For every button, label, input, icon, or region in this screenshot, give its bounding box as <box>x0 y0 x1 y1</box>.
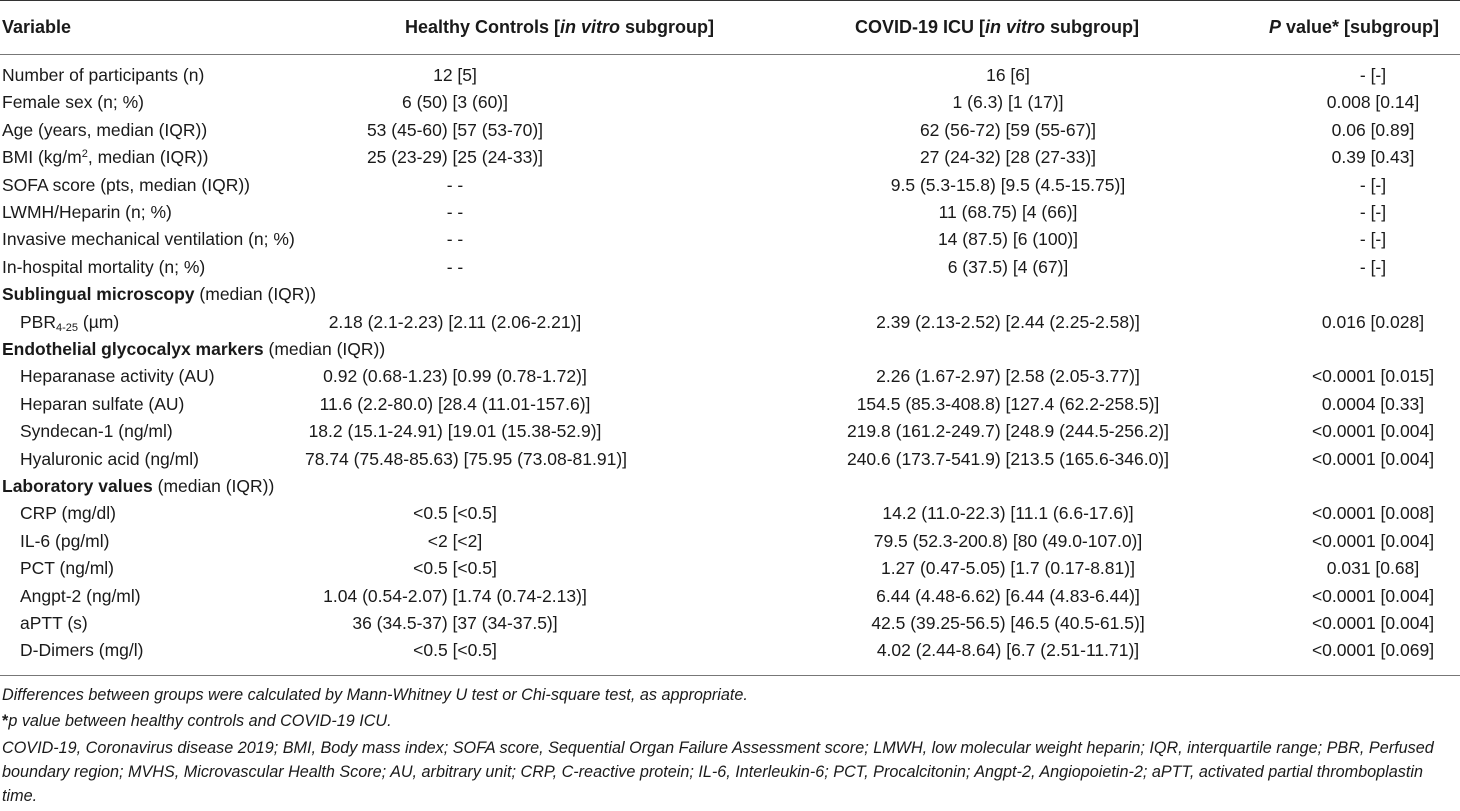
table-row: Number of participants (n) 12 [5] 16 [6] - [-] <box>2 65 1387 85</box>
bottom-rule <box>0 675 1460 676</box>
section-heading-sublingual: Sublingual microscopy (median (IQR)) <box>2 284 317 305</box>
header-variable: Variable <box>2 17 72 37</box>
table-row: CRP (mg/dl) <0.5 [<0.5] 14.2 (11.0-22.3) [11.1 (6.6-17.6)] <0.0001 [0.008] <box>20 503 1435 524</box>
table-row: Female sex (n; %) 6 (50) [3 (60)] 1 (6.3) [1 (17)] 0.008 [0.14] <box>2 92 1420 113</box>
header-healthy-controls: Healthy Controls [in vitro subgroup] <box>405 17 715 37</box>
header-rule <box>0 54 1460 55</box>
table-row: Angpt-2 (ng/ml) 1.04 (0.54-2.07) [1.74 (0.74-2.13)] 6.44 (4.48-6.62) [6.44 (4.83-6.44)] <0.0001 [0.004] <box>20 585 1435 606</box>
section-heading-glycocalyx: Endothelial glycocalyx markers (median (IQR)) <box>2 339 386 359</box>
footnote-methods: Differences between groups were calculated by Mann-Whitney U test or Chi-square test, as appropriate. <box>2 686 748 704</box>
table-row: IL-6 (pg/ml) <2 [<2] 79.5 (52.3-200.8) [80 (49.0-107.0)] <0.0001 [0.004] <box>20 530 1435 551</box>
header-p-value: P value* [subgroup] <box>1269 17 1440 37</box>
section-heading-laboratory: Laboratory values (median (IQR)) <box>2 476 275 496</box>
top-rule <box>0 0 1460 1</box>
table-row: Heparanase activity (AU) 0.92 (0.68-1.23) [0.99 (0.78-1.72)] 2.26 (1.67-2.97) [2.58 (2.05-3.77)] <0.0001 [0.015] <box>20 366 1435 387</box>
table-row: Heparan sulfate (AU) 11.6 (2.2-80.0) [28.4 (11.01-157.6)] 154.5 (85.3-408.8) [127.4 (62.2-258.5)] 0.0004 [0.33] <box>20 393 1425 414</box>
table-row: $PBR_{4-25}$ (µm) 2.18 (2.1-2.23) [2.11 (2.06-2.21)] 2.39 (2.13-2.52) [2.44 (2.25-2.58)] 0.016 [0.028] <box>20 311 1425 334</box>
table-row: Hyaluronic acid (ng/ml) 78.74 (75.48-85.63) [75.95 (73.08-81.91)] 240.6 (173.7-541.9) [213.5 (165.6-346.0)] <0.0001 [0.004] <box>20 448 1435 469</box>
footnote-p-value: *p value between healthy controls and COVID-19 ICU. <box>2 712 392 730</box>
table-row: LWMH/Heparin (n; %) - - 11 (68.75) [4 (66)] - [-] <box>2 202 1387 222</box>
table-row: In-hospital mortality (n; %) - - 6 (37.5) [4 (67)] - [-] <box>2 256 1387 277</box>
table-row: BMI ($kg/m^2$, median (IQR)) 25 (23-29) [25 (24-33)] 27 (24-32) [28 (27-33)] 0.39 [0.43] <box>2 147 1415 168</box>
table-row: D-Dimers (mg/l) <0.5 [<0.5] 4.02 (2.44-8.64) [6.7 (2.51-11.71)] <0.0001 [0.069] <box>20 640 1435 661</box>
header-covid-icu: COVID-19 ICU [in vitro subgroup] <box>855 17 1140 37</box>
table-row: PCT (ng/ml) <0.5 [<0.5] 1.27 (0.47-5.05) [1.7 (0.17-8.81)] 0.031 [0.68] <box>20 558 1420 579</box>
table-row: Invasive mechanical ventilation (n; %) - - 14 (87.5) [6 (100)] - [-] <box>2 229 1387 250</box>
table-row: Syndecan-1 (ng/ml) 18.2 (15.1-24.91) [19.01 (15.38-52.9)] 219.8 (161.2-249.7) [248.9 (244.5-256.2)] <0.0001 [0.004] <box>20 421 1435 442</box>
table-row: SOFA score (pts, median (IQR)) - - 9.5 (5.3-15.8) [9.5 (4.5-15.75)] - [-] <box>2 174 1387 195</box>
table-row: Age (years, median (IQR)) 53 (45-60) [57 (53-70)] 62 (56-72) [59 (55-67)] 0.06 [0.89] <box>2 119 1415 140</box>
footnote-abbreviations: COVID-19, Coronavirus disease 2019; BMI, Body mass index; SOFA score, Sequential Organ Failure Assessment score; LMWH, low molecular weight heparin; IQR, interquartile range; PBR, Perfused boundary region; MVHS, Microvascular Health Score; AU, arbitrary unit; CRP, C-reactive protein; IL-6, Interleukin-6; PCT, Procalcitonin; Angpt-2, Angiopoietin-2; aPTT, activated partial thromboplastin time. <box>2 739 1434 805</box>
table-row: aPTT (s) 36 (34.5-37) [37 (34-37.5)] 42.5 (39.25-56.5) [46.5 (40.5-61.5)] <0.0001 [0.004] <box>20 613 1435 633</box>
